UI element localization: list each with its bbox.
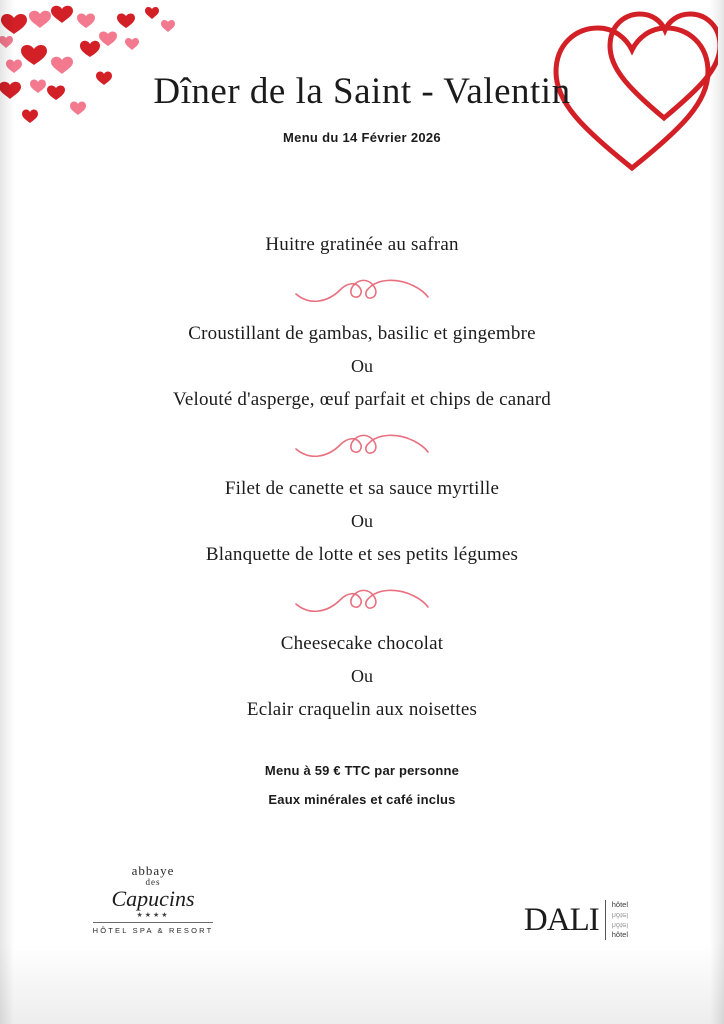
- dish-name: Filet de canette et sa sauce myrtille: [224, 478, 500, 499]
- course-separator: Ou: [351, 356, 373, 376]
- logo-line-abbaye: abbaye: [131, 863, 175, 878]
- menu-footer-note: [62, 756, 662, 814]
- heart-flourish-divider-3: [62, 571, 662, 627]
- course-entree: [62, 317, 662, 416]
- dish-name: Eclair craquelin aux noisettes: [246, 699, 478, 720]
- logo-dali-word-1: hôtel: [611, 900, 628, 909]
- logo-dali-mark: DALI: [523, 902, 599, 938]
- logo-line-capucins: Capucins: [111, 886, 195, 911]
- logo-dali-word-4: hôtel: [611, 930, 628, 939]
- title-block: [0, 70, 724, 145]
- logo-abbaye-des-capucins: [88, 864, 218, 938]
- menu-date: Menu du 14 Février 2026: [283, 130, 441, 145]
- course-separator: Ou: [351, 666, 373, 686]
- dish-name: Velouté d'asperge, œuf parfait et chips de canard: [173, 389, 551, 410]
- course-separator: Ou: [351, 511, 373, 531]
- logo-line-tagline: HÔTEL SPA & RESORT: [93, 922, 214, 935]
- logo-stars: ★★★★: [136, 911, 170, 919]
- logo-dali-word-2: hôtel: [611, 911, 628, 920]
- menu-price: Menu à 59 € TTC par personne: [264, 763, 460, 778]
- dish-name: Cheesecake chocolat: [280, 633, 444, 654]
- logo-dali-hotel: [518, 900, 628, 940]
- heart-flourish-divider-1: [62, 261, 662, 317]
- page-title-line-2: Valentin: [443, 71, 571, 112]
- logo-dali-word-3: hôtel: [611, 921, 628, 930]
- dish-name: Croustillant de gambas, basilic et gingembre: [188, 323, 536, 344]
- menu-inclusions: Eaux minérales et café inclus: [268, 792, 456, 807]
- menu-body: [62, 228, 662, 814]
- page-title: [152, 70, 572, 114]
- page-bottom-shadow: [0, 944, 724, 1024]
- course-amuse-bouche: [62, 228, 662, 261]
- dish-name: Huitre gratinée au safran: [265, 234, 459, 255]
- logo-line-des: des: [145, 877, 161, 887]
- logo-dali-words: [605, 900, 628, 940]
- heart-flourish-divider-2: [62, 416, 662, 472]
- page-title-line-1: Dîner de la Saint -: [153, 71, 435, 112]
- dish-name: Blanquette de lotte et ses petits légumes: [205, 544, 519, 565]
- course-dessert: [62, 627, 662, 726]
- course-plat: [62, 472, 662, 571]
